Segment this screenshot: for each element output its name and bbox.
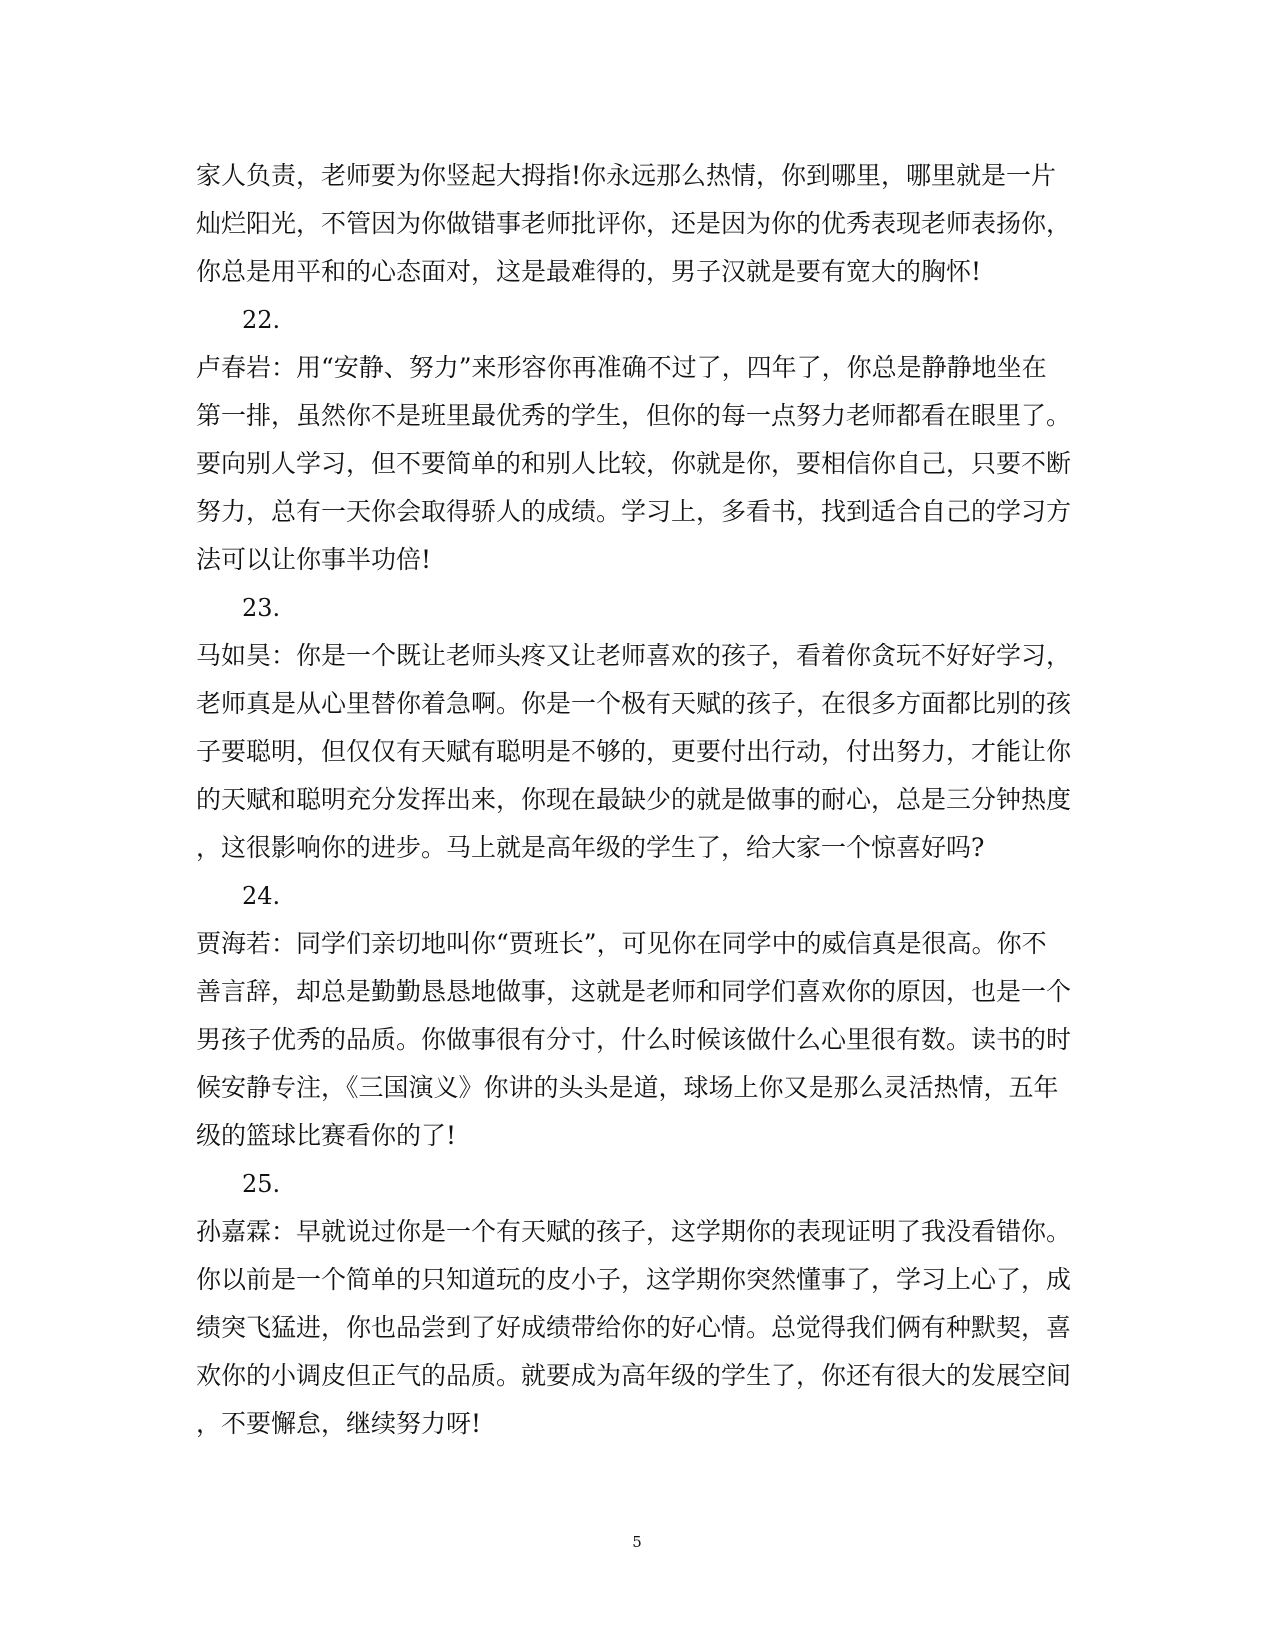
paragraph-line: 卢春岩：用“安静、努力”来形容你再准确不过了，四年了，你总是静静地坐在 [196,353,1047,382]
paragraph-line: 努力，总有一天你会取得骄人的成绩。学习上，多看书，找到适合自己的学习方 [196,497,1072,526]
paragraph-line: 要向别人学习，但不要简单的和别人比较，你就是你，要相信你自己，只要不断 [196,449,1072,478]
paragraph-line: 贾海若：同学们亲切地叫你“贾班长”，可见你在同学中的威信真是很高。你不 [196,929,1047,958]
paragraph-line: 的天赋和聪明充分发挥出来，你现在最缺少的就是做事的耐心，总是三分钟热度 [196,785,1072,814]
paragraph-line: 欢你的小调皮但正气的品质。就要成为高年级的学生了，你还有很大的发展空间 [196,1361,1072,1390]
paragraph-line: 法可以让你事半功倍! [196,545,432,574]
item-number: 22. [242,306,281,334]
item-number: 24. [242,882,281,910]
paragraph-line: 你以前是一个简单的只知道玩的皮小子，这学期你突然懂事了，学习上心了，成 [196,1265,1072,1294]
paragraph-line: ，不要懈怠，继续努力呀! [196,1409,482,1438]
paragraph-line: 级的篮球比赛看你的了! [196,1121,457,1150]
paragraph-line: 绩突飞猛进，你也品尝到了好成绩带给你的好心情。总觉得我们俩有种默契，喜 [196,1313,1072,1342]
paragraph-line: ，这很影响你的进步。马上就是高年级的学生了，给大家一个惊喜好吗? [196,833,985,862]
paragraph-line: 灿烂阳光，不管因为你做错事老师批评你，还是因为你的优秀表现老师表扬你， [196,209,1072,238]
paragraph-line: 第一排，虽然你不是班里最优秀的学生，但你的每一点努力老师都看在眼里了。 [196,401,1072,430]
paragraph-line: 孙嘉霖：早就说过你是一个有天赋的孩子，这学期你的表现证明了我没看错你。 [196,1217,1072,1246]
document-body [196,152,1076,1448]
paragraph-line: 你总是用平和的心态面对，这是最难得的，男子汉就是要有宽大的胸怀! [196,257,982,286]
page-number: 5 [632,1533,642,1551]
item-number: 25. [242,1170,281,1198]
paragraph-line: 家人负责，老师要为你竖起大拇指!你永远那么热情，你到哪里，哪里就是一片 [196,161,1057,190]
paragraph-line: 老师真是从心里替你着急啊。你是一个极有天赋的孩子，在很多方面都比别的孩 [196,689,1072,718]
paragraph-line: 善言辞，却总是勤勤恳恳地做事，这就是老师和同学们喜欢你的原因，也是一个 [196,977,1072,1006]
paragraph-line: 子要聪明，但仅仅有天赋有聪明是不够的，更要付出行动，付出努力，才能让你 [196,737,1072,766]
paragraph-line: 男孩子优秀的品质。你做事很有分寸，什么时候该做什么心里很有数。读书的时 [196,1025,1072,1054]
paragraph-line: 候安静专注，《三国演义》你讲的头头是道，球场上你又是那么灵活热情，五年 [196,1073,1059,1102]
item-number: 23. [242,594,281,622]
paragraph-line: 马如昊：你是一个既让老师头疼又让老师喜欢的孩子，看着你贪玩不好好学习， [196,641,1072,670]
